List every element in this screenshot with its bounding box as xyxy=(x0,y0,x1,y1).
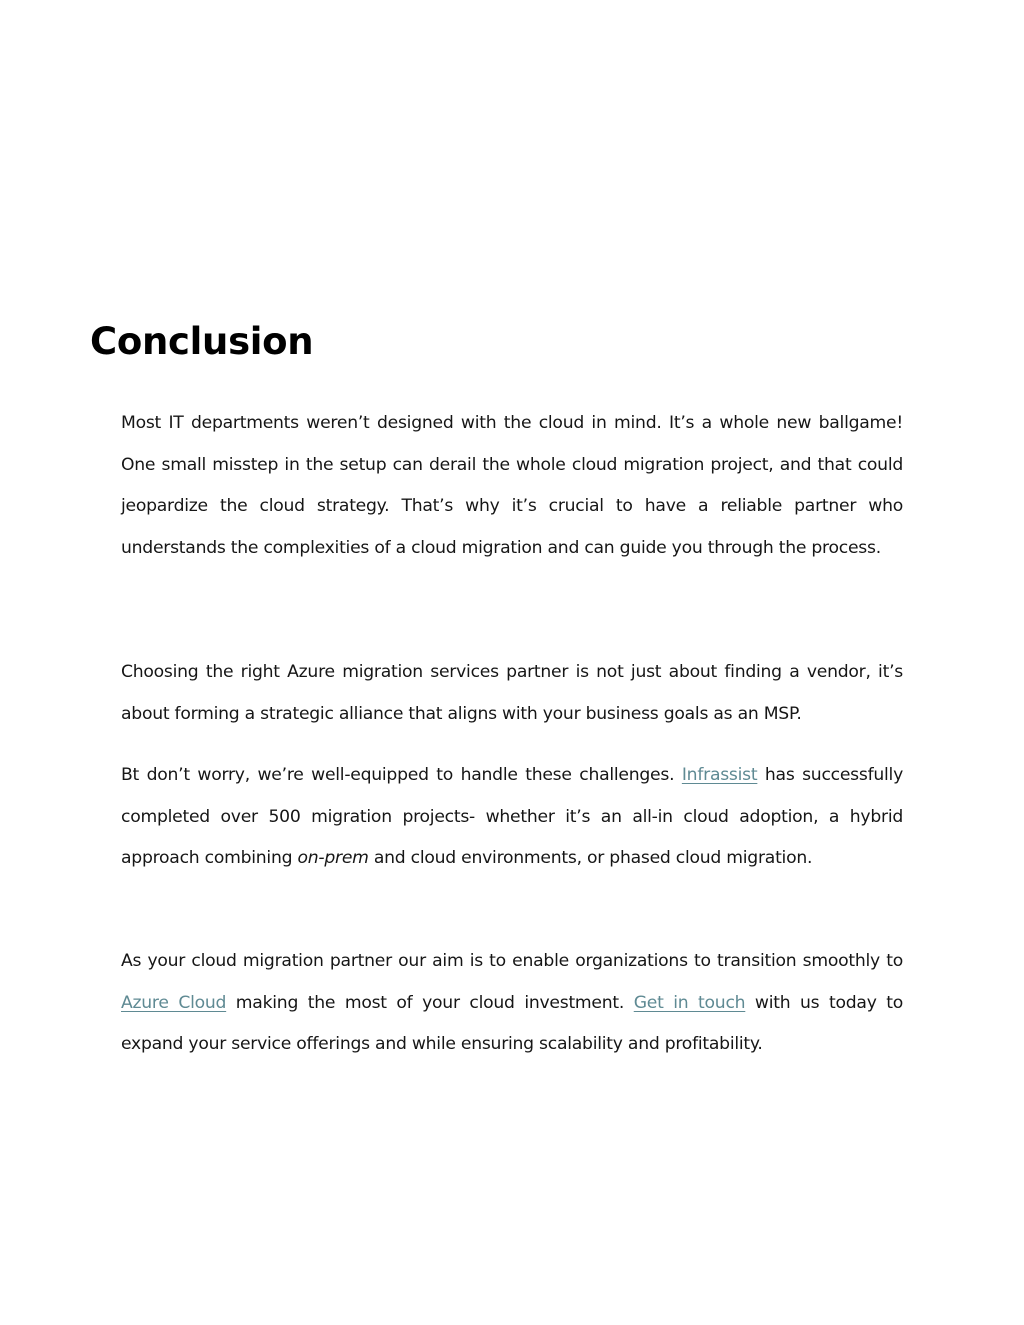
infrassist-link[interactable]: Infrassist xyxy=(681,765,758,785)
paragraph-text: As your cloud migration partner our aim is to enable organizations to transition smoothly to xyxy=(121,951,903,971)
paragraph-call-to-action xyxy=(121,941,903,1066)
paragraph-partner-choice: Choosing the right Azure migration services partner is not just about finding a vendor, it’s about forming a strategic alliance that aligns with your business goals as an MSP. xyxy=(121,662,903,724)
paragraph-text: has successfully completed over 500 migration projects- whether it’s an all-in cloud adoption, a hybrid approach combining xyxy=(121,765,903,868)
page-title: Conclusion xyxy=(90,320,314,363)
azure-cloud-link[interactable]: Azure Cloud xyxy=(121,992,227,1013)
paragraph-intro: Most IT departments weren’t designed with the cloud in mind. It’s a whole new ballgame! One small misstep in the setup can derail the whole cloud migration project, and that could jeopardize the cloud strategy. That’s why it’s crucial to have a reliable partner who understands the complexities of a cloud migration and can guide you through the process. xyxy=(121,413,903,558)
paragraph-text: making the most of your cloud investment. xyxy=(226,992,634,1013)
paragraph-text: and cloud environments, or phased cloud migration. xyxy=(368,848,813,868)
emphasis-text: on-prem xyxy=(297,848,369,868)
paragraph-text: with us today to expand your service offerings and while ensuring scalability and profitability. xyxy=(121,992,904,1054)
get-in-touch-link[interactable]: Get in touch xyxy=(633,992,746,1013)
paragraph-infrassist xyxy=(121,755,903,880)
paragraph-text: Bt don’t worry, we’re well-equipped to handle these challenges. xyxy=(121,765,682,785)
